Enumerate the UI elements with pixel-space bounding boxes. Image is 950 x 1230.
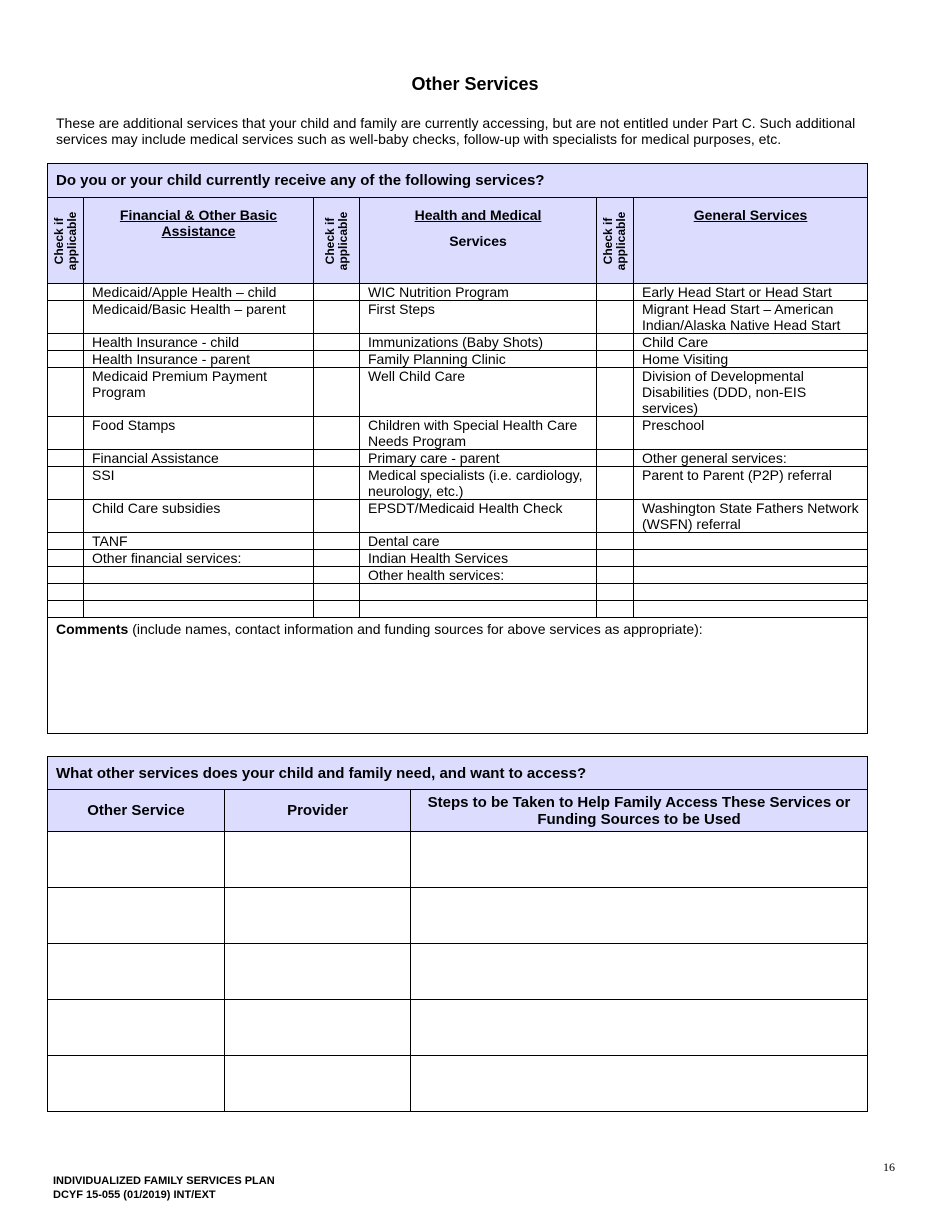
check-cell-health[interactable] bbox=[314, 334, 360, 351]
check-cell-financial[interactable] bbox=[48, 550, 84, 567]
service-label-health bbox=[360, 584, 597, 601]
check-cell-financial[interactable] bbox=[48, 417, 84, 450]
service-label-general bbox=[634, 550, 868, 567]
steps-cell[interactable] bbox=[411, 1056, 868, 1112]
check-cell-financial[interactable] bbox=[48, 567, 84, 584]
service-label-general: Preschool bbox=[634, 417, 868, 450]
service-label-health: Immunizations (Baby Shots) bbox=[360, 334, 597, 351]
entry-row bbox=[48, 888, 868, 944]
service-row bbox=[48, 351, 868, 368]
check-cell-health[interactable] bbox=[314, 533, 360, 550]
service-label-health: Dental care bbox=[360, 533, 597, 550]
check-cell-financial[interactable] bbox=[48, 334, 84, 351]
check-cell-financial[interactable] bbox=[48, 500, 84, 533]
footer-form-number: DCYF 15-055 (01/2019) INT/EXT bbox=[53, 1189, 216, 1201]
service-label-health: Medical specialists (i.e. cardiology, neurology, etc.) bbox=[360, 467, 597, 500]
check-cell-general[interactable] bbox=[597, 567, 634, 584]
provider-cell[interactable] bbox=[225, 832, 411, 888]
check-cell-general[interactable] bbox=[597, 550, 634, 567]
service-row bbox=[48, 567, 868, 584]
service-row bbox=[48, 284, 868, 301]
service-row bbox=[48, 500, 868, 533]
entry-row bbox=[48, 944, 868, 1000]
service-label-general: Home Visiting bbox=[634, 351, 868, 368]
service-label-general: Other general services: bbox=[634, 450, 868, 467]
service-label-financial: Medicaid/Apple Health – child bbox=[84, 284, 314, 301]
check-cell-general[interactable] bbox=[597, 334, 634, 351]
needed-services-question: What other services does your child and family need, and want to access? bbox=[48, 757, 868, 790]
other-service-cell[interactable] bbox=[48, 888, 225, 944]
provider-header: Provider bbox=[225, 790, 411, 832]
service-label-general bbox=[634, 567, 868, 584]
check-cell-health[interactable] bbox=[314, 368, 360, 417]
provider-cell[interactable] bbox=[225, 888, 411, 944]
service-label-financial bbox=[84, 584, 314, 601]
check-cell-general[interactable] bbox=[597, 417, 634, 450]
service-row bbox=[48, 533, 868, 550]
check-header: Check if applicable bbox=[48, 198, 84, 284]
check-cell-health[interactable] bbox=[314, 284, 360, 301]
service-label-general bbox=[634, 584, 868, 601]
service-label-general: Parent to Parent (P2P) referral bbox=[634, 467, 868, 500]
check-cell-health[interactable] bbox=[314, 417, 360, 450]
entry-row bbox=[48, 1056, 868, 1112]
service-label-financial: Health Insurance - parent bbox=[84, 351, 314, 368]
page-number: 16 bbox=[883, 1160, 895, 1174]
service-label-health: Indian Health Services bbox=[360, 550, 597, 567]
service-label-health: Well Child Care bbox=[360, 368, 597, 417]
check-cell-health[interactable] bbox=[314, 467, 360, 500]
service-label-health: Children with Special Health Care Needs Program bbox=[360, 417, 597, 450]
service-label-general: Child Care bbox=[634, 334, 868, 351]
intro-text: These are additional services that your child and family are currently accessing, but are not entitled under Part C. Such additional services may include medical services such as well-baby checks, follow-up with specialists for medical purposes, etc. bbox=[56, 115, 856, 147]
steps-cell[interactable] bbox=[411, 944, 868, 1000]
check-cell-financial[interactable] bbox=[48, 450, 84, 467]
service-label-financial: TANF bbox=[84, 533, 314, 550]
check-cell-financial[interactable] bbox=[48, 351, 84, 368]
service-label-health: WIC Nutrition Program bbox=[360, 284, 597, 301]
check-cell-financial[interactable] bbox=[48, 467, 84, 500]
needed-services-table bbox=[47, 756, 868, 1112]
check-cell-health[interactable] bbox=[314, 567, 360, 584]
check-cell-health[interactable] bbox=[314, 584, 360, 601]
service-label-financial: Child Care subsidies bbox=[84, 500, 314, 533]
check-header: Check if applicable bbox=[597, 198, 634, 284]
service-row bbox=[48, 467, 868, 500]
other-service-cell[interactable] bbox=[48, 1000, 225, 1056]
entry-row bbox=[48, 832, 868, 888]
check-cell-financial[interactable] bbox=[48, 601, 84, 618]
financial-column-header: Financial & Other Basic Assistance bbox=[84, 198, 314, 284]
service-label-general: Early Head Start or Head Start bbox=[634, 284, 868, 301]
check-cell-health[interactable] bbox=[314, 550, 360, 567]
service-label-general bbox=[634, 533, 868, 550]
other-service-cell[interactable] bbox=[48, 1056, 225, 1112]
service-label-health: Family Planning Clinic bbox=[360, 351, 597, 368]
service-row bbox=[48, 334, 868, 351]
service-label-financial: SSI bbox=[84, 467, 314, 500]
service-row bbox=[48, 584, 868, 601]
service-label-general bbox=[634, 601, 868, 618]
service-label-financial: Food Stamps bbox=[84, 417, 314, 450]
check-cell-financial[interactable] bbox=[48, 301, 84, 334]
page-title: Other Services bbox=[411, 74, 539, 94]
check-cell-health[interactable] bbox=[314, 601, 360, 618]
other-service-header: Other Service bbox=[48, 790, 225, 832]
provider-cell[interactable] bbox=[225, 1000, 411, 1056]
service-label-financial: Health Insurance - child bbox=[84, 334, 314, 351]
check-cell-health[interactable] bbox=[314, 301, 360, 334]
check-cell-general[interactable] bbox=[597, 500, 634, 533]
steps-cell[interactable] bbox=[411, 1000, 868, 1056]
service-label-general: Washington State Fathers Network (WSFN) referral bbox=[634, 500, 868, 533]
check-cell-health[interactable] bbox=[314, 500, 360, 533]
check-cell-general[interactable] bbox=[597, 533, 634, 550]
service-row bbox=[48, 301, 868, 334]
service-label-health: First Steps bbox=[360, 301, 597, 334]
check-cell-financial[interactable] bbox=[48, 284, 84, 301]
check-cell-general[interactable] bbox=[597, 284, 634, 301]
service-row bbox=[48, 601, 868, 618]
check-header: Check if applicable bbox=[314, 198, 360, 284]
check-cell-financial[interactable] bbox=[48, 368, 84, 417]
comments-box[interactable]: Comments (include names, contact information and funding sources for above services as appropriate): bbox=[48, 618, 868, 734]
steps-cell[interactable] bbox=[411, 888, 868, 944]
provider-cell[interactable] bbox=[225, 944, 411, 1000]
check-cell-financial[interactable] bbox=[48, 533, 84, 550]
check-cell-general[interactable] bbox=[597, 351, 634, 368]
check-cell-health[interactable] bbox=[314, 351, 360, 368]
check-cell-health[interactable] bbox=[314, 450, 360, 467]
provider-cell[interactable] bbox=[225, 1056, 411, 1112]
service-row bbox=[48, 368, 868, 417]
service-label-financial bbox=[84, 601, 314, 618]
other-service-cell[interactable] bbox=[48, 944, 225, 1000]
service-label-health: Other health services: bbox=[360, 567, 597, 584]
other-service-cell[interactable] bbox=[48, 832, 225, 888]
service-label-financial: Medicaid Premium Payment Program bbox=[84, 368, 314, 417]
service-row bbox=[48, 417, 868, 450]
check-cell-general[interactable] bbox=[597, 584, 634, 601]
service-label-general: Division of Developmental Disabilities (DDD, non-EIS services) bbox=[634, 368, 868, 417]
check-cell-general[interactable] bbox=[597, 467, 634, 500]
service-label-health: Primary care - parent bbox=[360, 450, 597, 467]
current-services-question: Do you or your child currently receive any of the following services? bbox=[48, 164, 868, 198]
current-services-table bbox=[47, 163, 868, 734]
service-label-financial: Medicaid/Basic Health – parent bbox=[84, 301, 314, 334]
footer bbox=[53, 1174, 275, 1202]
footer-form-title: INDIVIDUALIZED FAMILY SERVICES PLAN bbox=[53, 1175, 275, 1187]
service-label-general: Migrant Head Start – American Indian/Alaska Native Head Start bbox=[634, 301, 868, 334]
steps-header: Steps to be Taken to Help Family Access These Services or Funding Sources to be Used bbox=[411, 790, 868, 832]
service-label-health: EPSDT/Medicaid Health Check bbox=[360, 500, 597, 533]
check-cell-general[interactable] bbox=[597, 450, 634, 467]
check-cell-general[interactable] bbox=[597, 301, 634, 334]
service-label-health bbox=[360, 601, 597, 618]
service-label-financial: Financial Assistance bbox=[84, 450, 314, 467]
check-cell-financial[interactable] bbox=[48, 584, 84, 601]
steps-cell[interactable] bbox=[411, 832, 868, 888]
check-cell-general[interactable] bbox=[597, 368, 634, 417]
entry-row bbox=[48, 1000, 868, 1056]
service-label-financial bbox=[84, 567, 314, 584]
check-cell-general[interactable] bbox=[597, 601, 634, 618]
service-row bbox=[48, 550, 868, 567]
health-column-header: Health and Medical Services bbox=[360, 198, 597, 284]
service-label-financial: Other financial services: bbox=[84, 550, 314, 567]
service-row bbox=[48, 450, 868, 467]
general-column-header: General Services bbox=[634, 198, 868, 284]
